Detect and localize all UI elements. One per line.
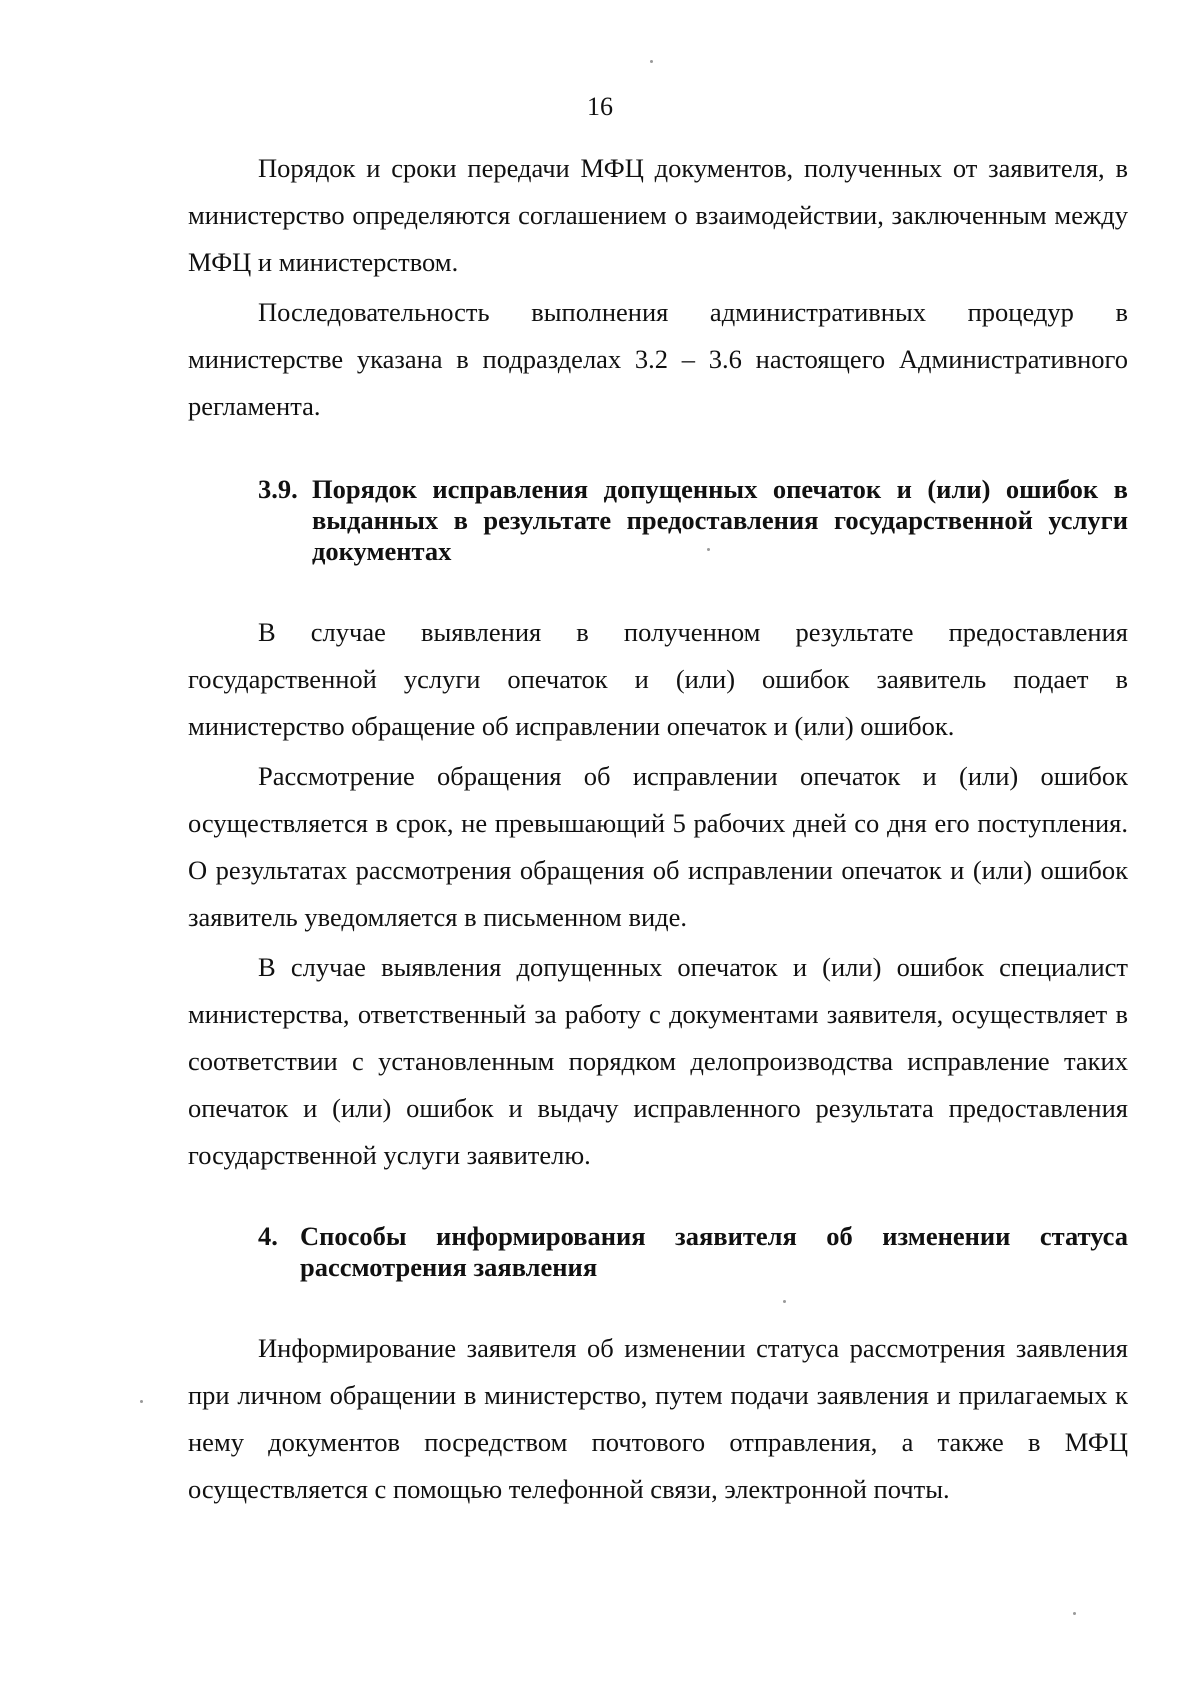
scan-speck xyxy=(140,1400,143,1403)
paragraph-review-term: Рассмотрение обращения об исправлении опечаток и (или) ошибок осуществляется в срок, не превышающий 5 рабочих дней со дня его поступления. О результатах рассмотрения обращения об исправлении опечаток и (или) ошибок заявитель уведомляется в письменном виде. xyxy=(188,761,1128,932)
document-body xyxy=(188,145,1128,1516)
paragraph-specialist-correction: В случае выявления допущенных опечаток и (или) ошибок специалист министерства, ответственный за работу с документами заявителя, осуществляет в соответствии с установленным порядком делопроизводства исправление таких опечаток и (или) ошибок и выдачу исправленного результата предоставления государственной услуги заявителю. xyxy=(188,952,1128,1170)
section-4-heading xyxy=(258,1221,1128,1283)
section-3-9-title: Порядок исправления допущенных опечаток и (или) ошибок в выданных в результате предоставления государственной услуги документах xyxy=(312,474,1128,566)
paragraph-procedure-sequence: Последовательность выполнения административных процедур в министерстве указана в подразделах 3.2 – 3.6 настоящего Административного регламента. xyxy=(188,297,1128,421)
scan-speck xyxy=(650,60,653,63)
section-4-title: Способы информирования заявителя об изменении статуса рассмотрения заявления xyxy=(300,1221,1128,1282)
page-number: 16 xyxy=(587,92,613,121)
scan-speck xyxy=(707,548,710,551)
paragraph-status-informing: Информирование заявителя об изменении статуса рассмотрения заявления при личном обращении в министерство, путем подачи заявления и прилагаемых к нему документов посредством почтового отправления, а также в МФЦ осуществляется с помощью телефонной связи, электронной почты. xyxy=(188,1333,1128,1504)
section-3-9-number: 3.9. xyxy=(258,474,298,504)
paragraph-transfer-order: Порядок и сроки передачи МФЦ документов, полученных от заявителя, в министерство определяются соглашением о взаимодействии, заключенным между МФЦ и министерством. xyxy=(188,153,1128,277)
scan-speck xyxy=(783,1300,786,1303)
scan-speck xyxy=(1073,1612,1076,1615)
section-3-9-heading xyxy=(258,474,1128,567)
paragraph-error-detection: В случае выявления в полученном результате предоставления государственной услуги опечаток и (или) ошибок заявитель подает в министерство обращение об исправлении опечаток и (или) ошибок. xyxy=(188,617,1128,741)
section-4-number: 4. xyxy=(258,1221,278,1251)
